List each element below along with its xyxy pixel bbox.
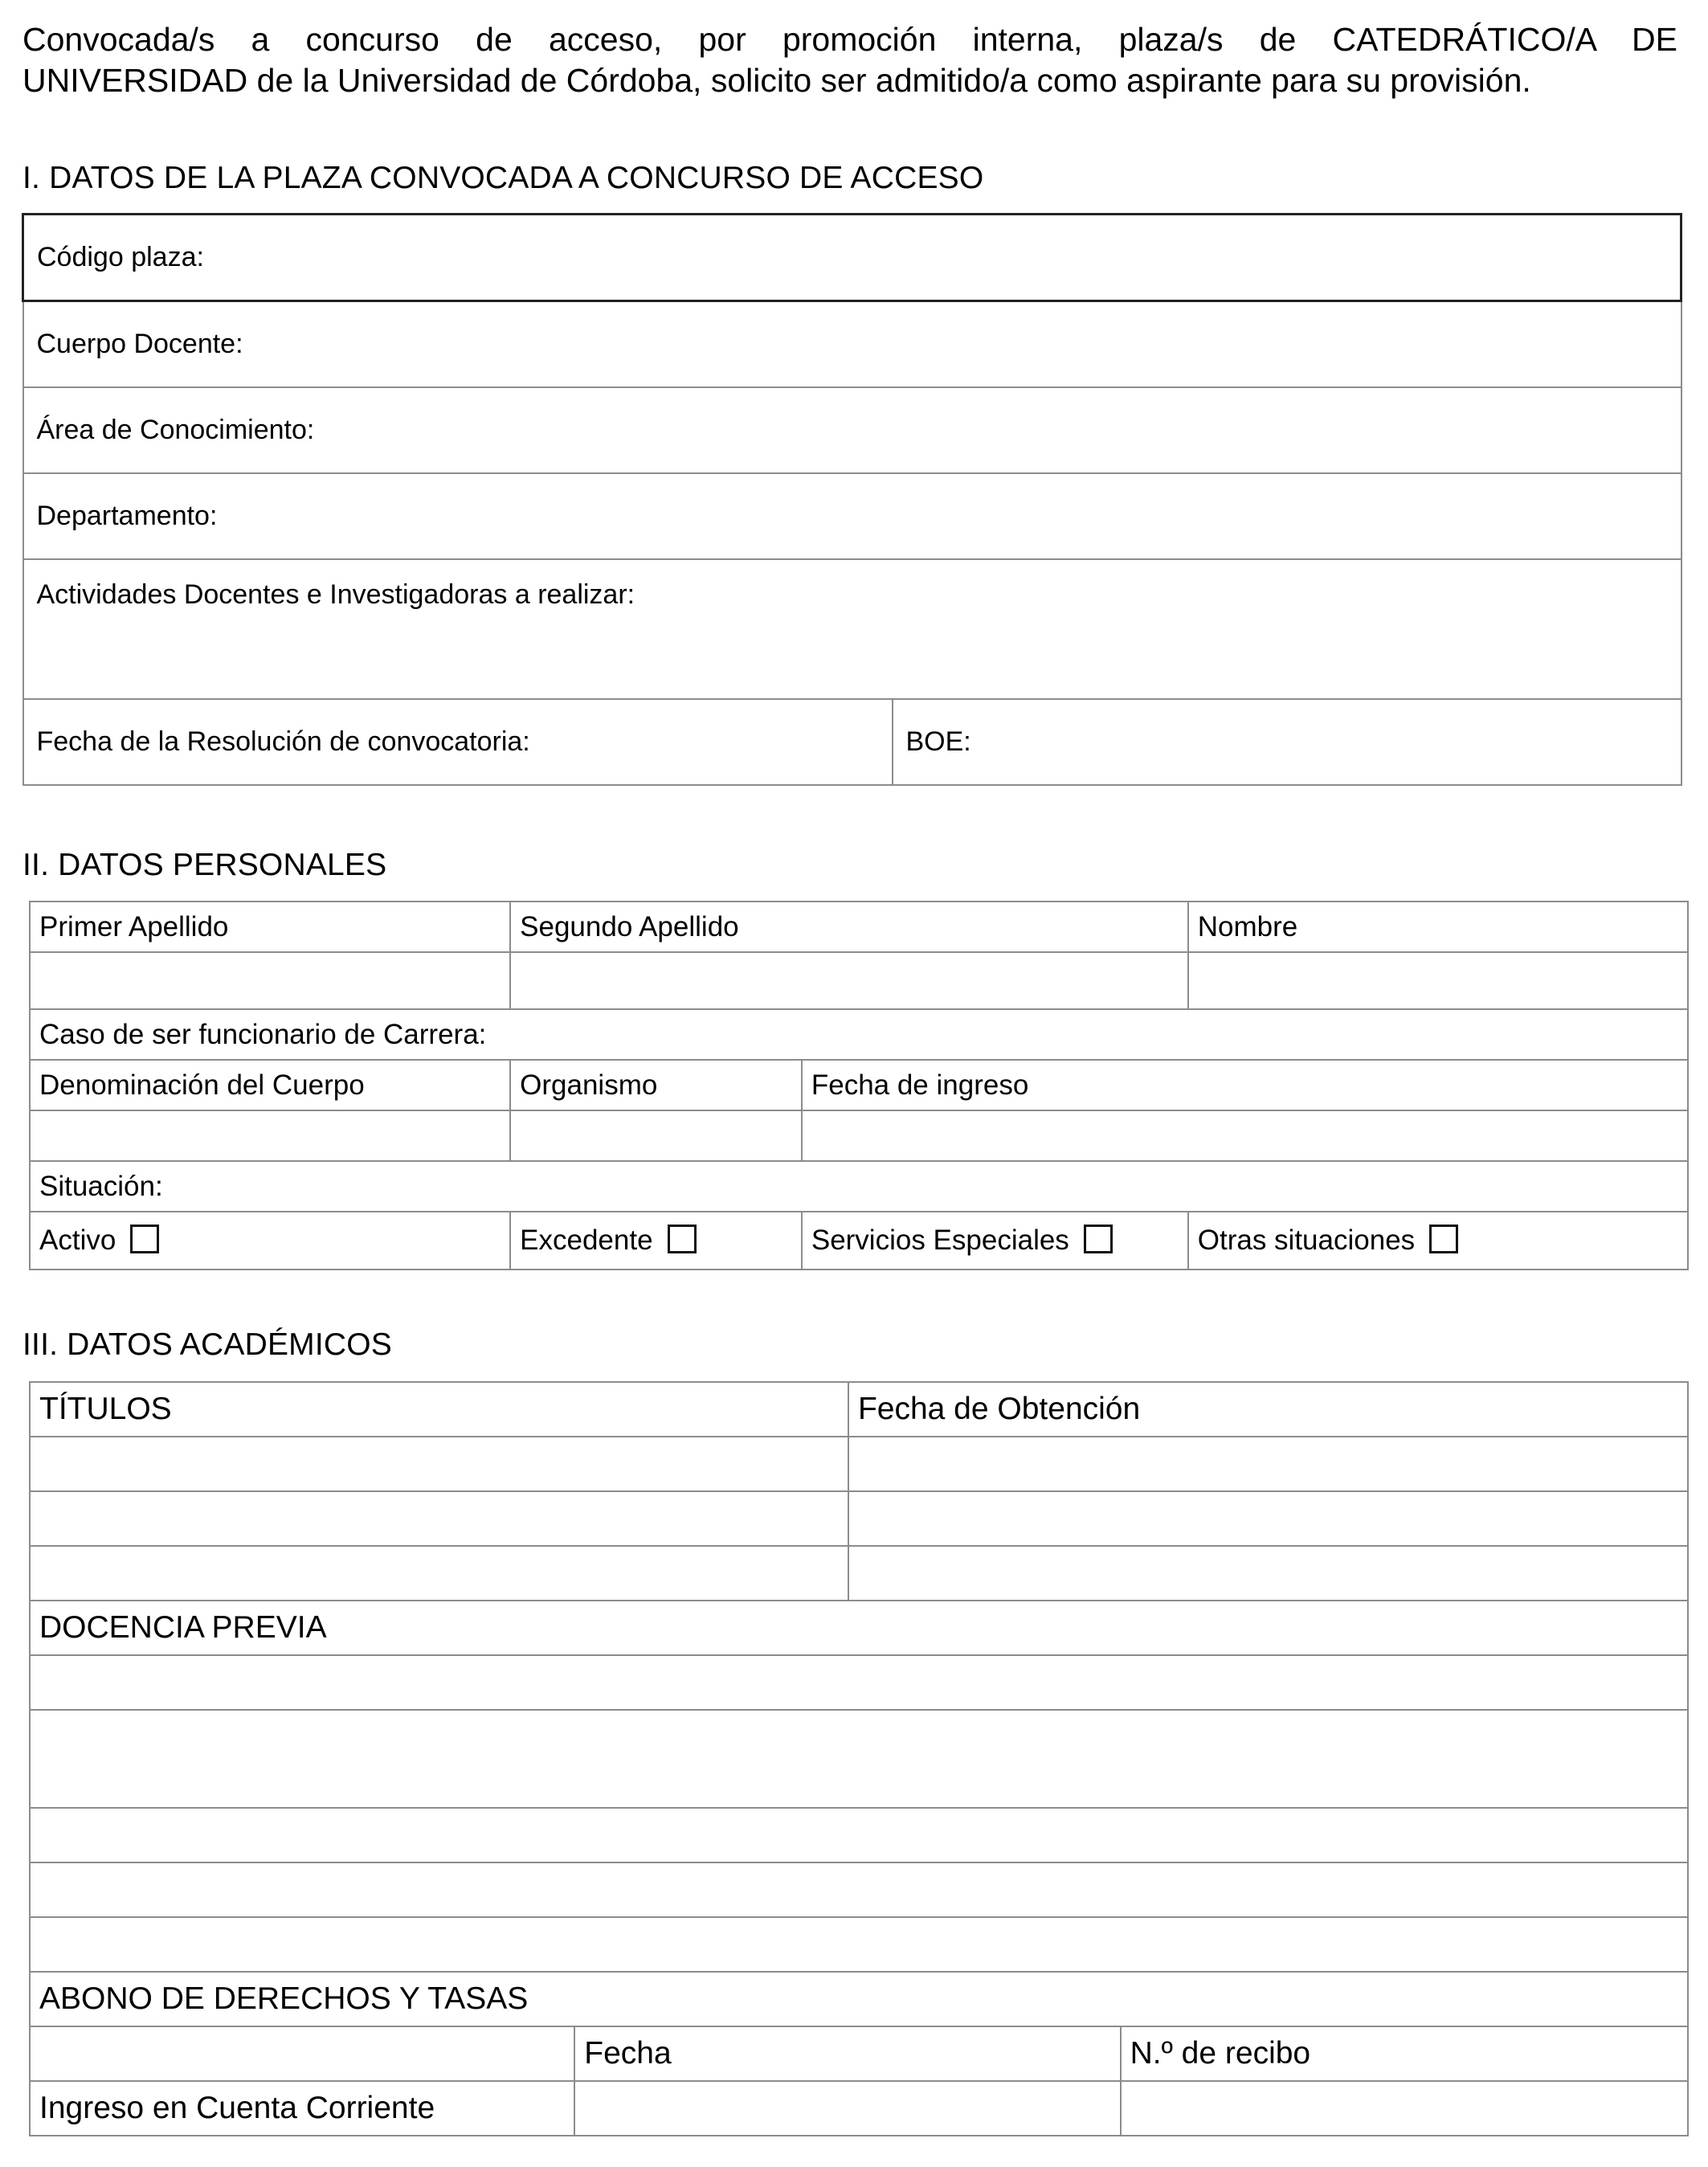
docencia-previa-input[interactable] [30,1710,1688,1808]
docencia-previa-input[interactable] [30,1862,1688,1917]
section-2-title: II. DATOS PERSONALES [22,848,387,882]
n-recibo-input[interactable] [1121,2081,1688,2136]
personal-data-table [29,901,1689,1270]
excedente-option [510,1212,802,1270]
fecha-input[interactable] [574,2081,1120,2136]
organismo-label: Organismo [510,1060,802,1110]
fecha-obtencion-header: Fecha de Obtención [848,1382,1688,1437]
boe-field[interactable]: BOE: [893,699,1681,785]
n-recibo-header: N.º de recibo [1121,2026,1688,2081]
segundo-apellido-label: Segundo Apellido [510,902,1188,952]
section-3-title: III. DATOS ACADÉMICOS [22,1327,393,1362]
docencia-previa-header: DOCENCIA PREVIA [30,1601,1688,1655]
docencia-previa-input[interactable] [30,1808,1688,1862]
codigo-plaza-field[interactable]: Código plaza: [23,215,1681,301]
departamento-field[interactable]: Departamento: [23,473,1681,559]
fecha-obtencion-input[interactable] [848,1437,1688,1491]
intro-line-2: UNIVERSIDAD de la Universidad de Córdoba, solicito ser admitido/a como aspirante para su provisión. [22,62,1531,99]
excedente-label: Excedente [520,1225,653,1256]
primer-apellido-input[interactable] [30,952,510,1009]
titulo-input[interactable] [30,1491,848,1546]
fecha-obtencion-input[interactable] [848,1491,1688,1546]
nombre-label: Nombre [1188,902,1688,952]
activo-checkbox[interactable] [130,1225,159,1253]
situacion-label: Situación: [30,1161,1688,1212]
plaza-table [22,213,1682,786]
docencia-previa-input[interactable] [30,1655,1688,1710]
otras-label: Otras situaciones [1197,1225,1416,1256]
docencia-previa-input[interactable] [30,1917,1688,1972]
otras-checkbox[interactable] [1429,1225,1458,1253]
abono-blank-cell [30,2026,574,2081]
funcionario-label: Caso de ser funcionario de Carrera: [30,1009,1688,1060]
denominacion-input[interactable] [30,1110,510,1161]
activo-option [30,1212,510,1270]
intro-line-1: Convocada/s a concurso de acceso, por promoción interna, plaza/s de CATEDRÁTICO/A DE [22,21,1677,58]
servicios-checkbox[interactable] [1084,1225,1113,1253]
segundo-apellido-input[interactable] [510,952,1188,1009]
ingreso-cuenta-label: Ingreso en Cuenta Corriente [30,2081,574,2136]
excedente-checkbox[interactable] [668,1225,697,1253]
servicios-option [802,1212,1188,1270]
area-conocimiento-field[interactable]: Área de Conocimiento: [23,387,1681,473]
academic-data-table [29,1381,1689,2136]
fecha-obtencion-input[interactable] [848,1546,1688,1601]
actividades-field[interactable]: Actividades Docentes e Investigadoras a realizar: [23,559,1681,699]
fecha-header: Fecha [574,2026,1120,2081]
nombre-input[interactable] [1188,952,1688,1009]
fecha-resolucion-field[interactable]: Fecha de la Resolución de convocatoria: [23,699,893,785]
fecha-ingreso-input[interactable] [802,1110,1688,1161]
cuerpo-docente-field[interactable]: Cuerpo Docente: [23,301,1681,388]
section-1-title: I. DATOS DE LA PLAZA CONVOCADA A CONCURSO DE ACCESO [22,161,984,195]
titulo-input[interactable] [30,1437,848,1491]
denominacion-label: Denominación del Cuerpo [30,1060,510,1110]
primer-apellido-label: Primer Apellido [30,902,510,952]
activo-label: Activo [39,1225,116,1256]
fecha-ingreso-label: Fecha de ingreso [802,1060,1688,1110]
titulo-input[interactable] [30,1546,848,1601]
titulos-header: TÍTULOS [30,1382,848,1437]
organismo-input[interactable] [510,1110,802,1161]
abono-header: ABONO DE DERECHOS Y TASAS [30,1972,1688,2026]
servicios-label: Servicios Especiales [811,1225,1069,1256]
intro-paragraph [22,19,1677,101]
otras-option [1188,1212,1688,1270]
